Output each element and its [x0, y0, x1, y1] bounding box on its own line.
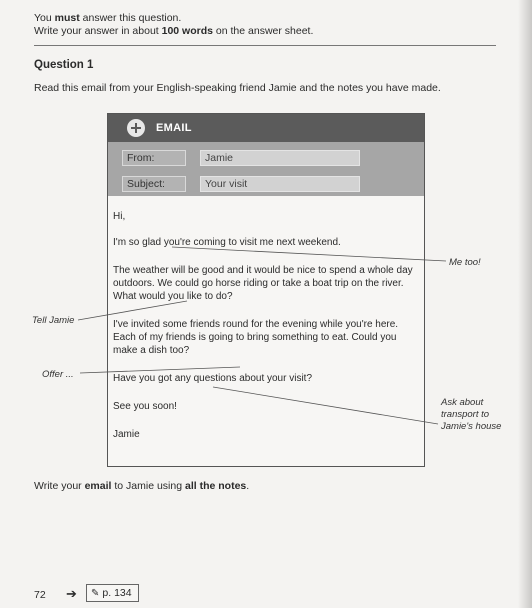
task-instruction: Write your email to Jamie using all the notes.	[34, 480, 250, 492]
instruction-word-count: Write your answer in about 100 words on the answer sheet.	[34, 25, 314, 37]
note-line-ask-about	[213, 387, 438, 424]
email-header-title: EMAIL	[156, 122, 192, 134]
from-label: From:	[122, 150, 186, 166]
note-ask-about: Ask about transport to Jamie's house	[441, 397, 502, 432]
note-line-tell-jamie	[78, 301, 187, 320]
email-paragraph-3: I've invited some friends round for the evening while you're here. Each of my friends is going to bring something to eat. Could you make a dish too?	[113, 319, 399, 357]
note-me-too: Me too!	[449, 257, 481, 268]
note-line-offer	[80, 367, 240, 373]
note-offer: Offer ...	[42, 369, 74, 380]
instruction-must-answer: You must answer this question.	[34, 12, 182, 24]
email-greeting: Hi,	[113, 211, 126, 222]
right-arrow-icon: ➔	[66, 586, 77, 601]
subject-value: Your visit	[200, 176, 360, 192]
email-paragraph-5: See you soon!	[113, 401, 177, 412]
from-value: Jamie	[200, 150, 360, 166]
question-prompt: Read this email from your English-speaking friend Jamie and the notes you have made.	[34, 82, 441, 94]
page-reference-text: p. 134	[102, 587, 132, 599]
pencil-icon: ✎	[91, 588, 100, 599]
email-paragraph-1: I'm so glad you're coming to visit me next weekend.	[113, 237, 341, 248]
page-number: 72	[34, 589, 46, 601]
note-tell-jamie: Tell Jamie	[32, 315, 75, 326]
note-line-me-too	[172, 247, 446, 261]
email-paragraph-4: Have you got any questions about your visit?	[113, 373, 313, 384]
page-reference	[86, 584, 139, 602]
email-signoff: Jamie	[113, 429, 140, 440]
question-title: Question 1	[34, 59, 94, 71]
email-paragraph-2: The weather will be good and it would be nice to spend a whole day outdoors. We could go horse riding or take a boat trip on the river. What would you like to do?	[113, 265, 413, 303]
subject-label: Subject:	[122, 176, 186, 192]
